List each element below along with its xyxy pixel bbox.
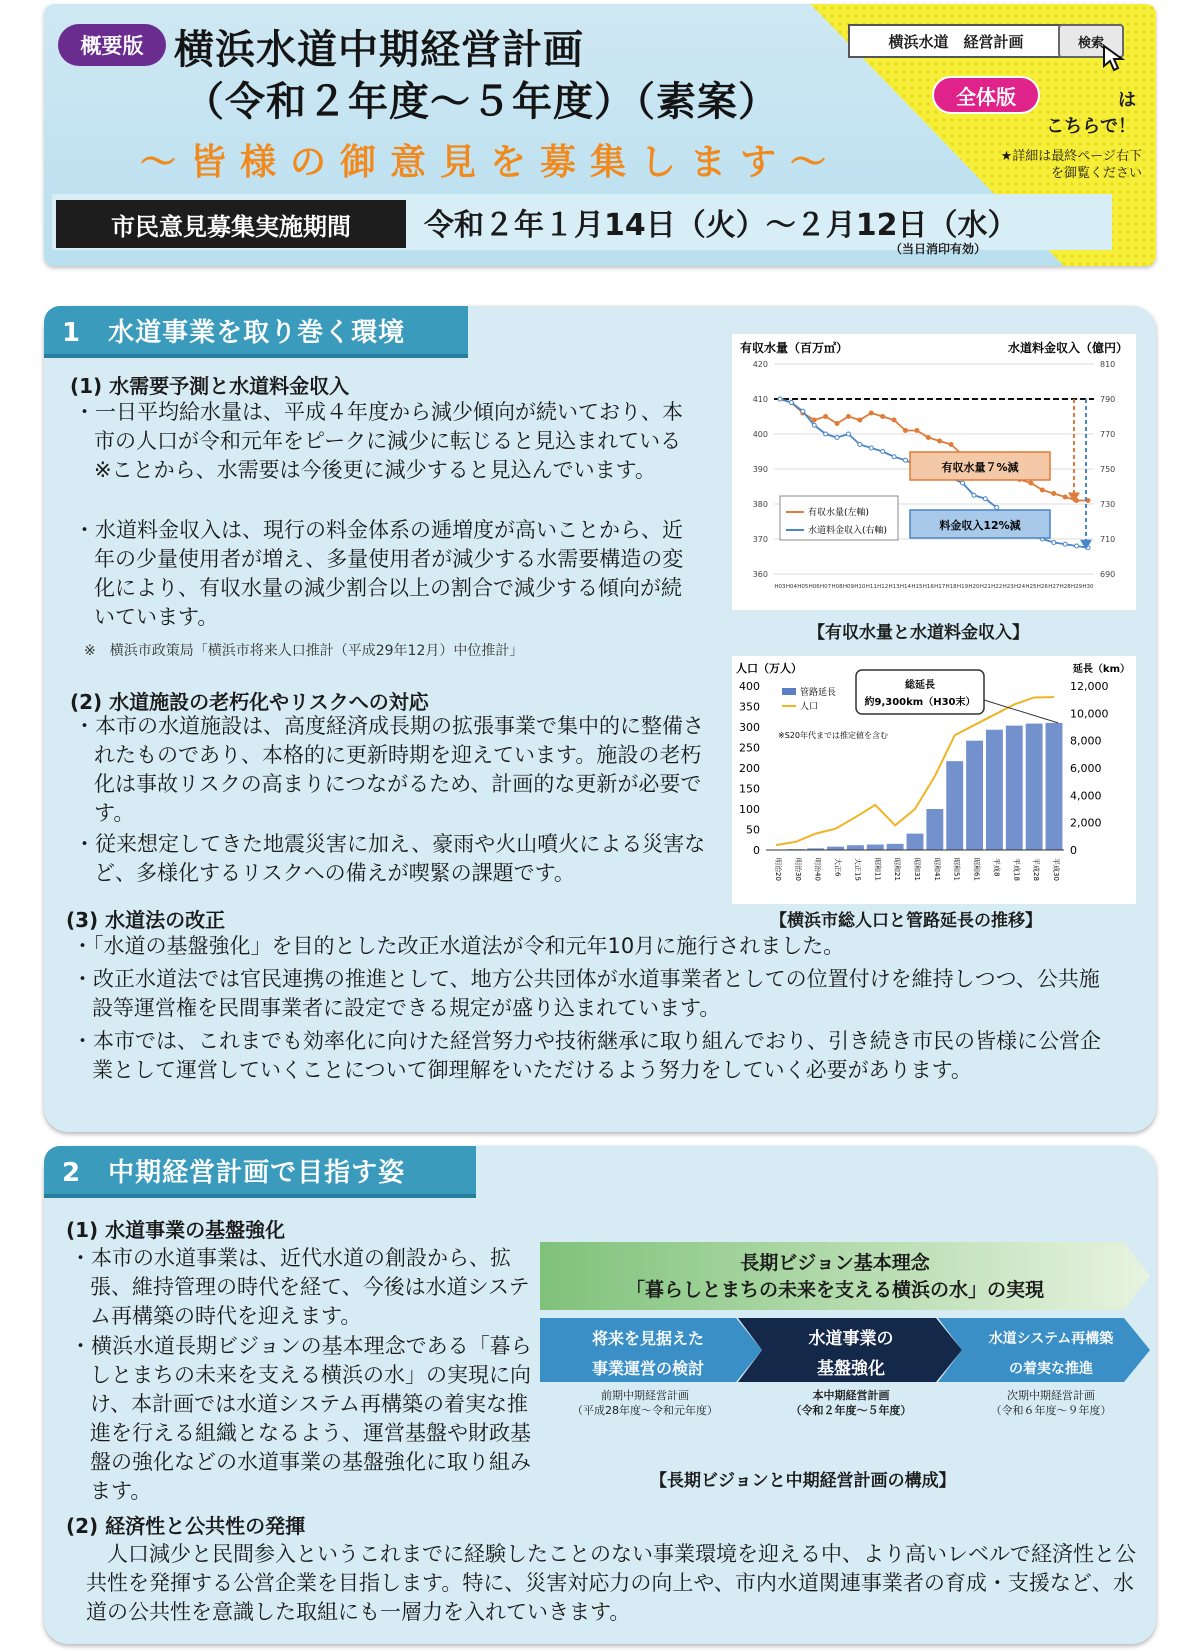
chart2-left-tick: 150 <box>739 782 760 796</box>
vision-step2 <box>756 1324 946 1384</box>
full-version-badge[interactable]: 全体版 <box>932 76 1040 114</box>
section2-heading: 2 中期経営計画で目指す姿 <box>44 1146 476 1198</box>
chart2-x-tick: 昭和61 <box>972 858 981 881</box>
chart1-point <box>881 415 885 419</box>
chart1-x-tick: H16 <box>922 584 934 590</box>
chart1-annotation-2: 料金収入12%減 <box>939 519 1021 532</box>
chart1-x-tick: H07 <box>820 584 832 590</box>
section2-sub1-title: (1) 水道事業の基盤強化 <box>66 1218 286 1242</box>
chart2-bar <box>1006 726 1023 850</box>
chart2-x-tick: 昭和11 <box>873 858 882 881</box>
chart1-x-tick: H17 <box>934 584 946 590</box>
chart1-x-tick: H10 <box>854 584 866 590</box>
chart1-right-tick: 710 <box>1100 535 1116 544</box>
chart1-point <box>1029 481 1033 485</box>
chart1-x-tick: H25 <box>1025 584 1037 590</box>
chart1-x-tick: H27 <box>1048 584 1060 590</box>
chart1-point <box>812 418 816 422</box>
chart1-point <box>1075 544 1079 548</box>
chart2-left-tick: 100 <box>739 803 760 816</box>
chart2-bar <box>827 847 844 850</box>
chart1-x-tick: H29 <box>1071 584 1083 590</box>
section2-sub2-title: (2) 経済性と公共性の発揮 <box>66 1514 306 1538</box>
chart2-x-tick: 平成30 <box>1052 858 1060 881</box>
chart1-right-tick: 770 <box>1100 430 1116 439</box>
chart1-x-tick: H21 <box>979 584 991 590</box>
section2-sub2-paragraph: 人口減少と民間参入というこれまでに経験したことのない事業環境を迎える中、より高いレベルで経済性と公共性を発揮する公営企業を目指します。特に、災害対応力の向上や、市内水道関連事業者の育成・支援など、水道の公共性を意識した取組にも一層力を入れていきます。 <box>86 1542 1136 1624</box>
chart1-x-tick: H19 <box>956 584 969 590</box>
vision-step3 <box>956 1324 1146 1384</box>
chart2-bar <box>946 761 963 850</box>
chart1-point <box>892 418 896 422</box>
chart2-bar <box>887 844 904 850</box>
chart1-right-tick: 730 <box>1100 500 1116 509</box>
chart1-right-tick: 810 <box>1100 360 1116 369</box>
chart1-point <box>903 429 907 433</box>
vision-step1-line1: 将来を見据えた <box>591 1329 704 1348</box>
full-version-link-text[interactable] <box>1026 88 1136 140</box>
chart2-bar <box>926 809 943 850</box>
chart2-callout-title: 総延長 <box>905 680 935 691</box>
chart2-caption: 【横浜市総人口と管路延長の推移】 <box>770 911 1042 931</box>
chart-population-pipes-svg <box>732 656 1136 904</box>
chart1-x-tick: H24 <box>1013 584 1026 590</box>
section1-heading: 1 水道事業を取り巻く環境 <box>44 306 468 358</box>
chart1-x-tick: H22 <box>991 584 1003 590</box>
chart2-x-tick: 昭和21 <box>893 858 902 881</box>
vision-title-line1: 長期ビジョン基本理念 <box>740 1252 930 1274</box>
chart1-point <box>1063 542 1067 546</box>
vision-step1-line2: 事業運営の検討 <box>591 1359 704 1378</box>
chart-population-pipes <box>732 656 1136 904</box>
chart2-legend-label-1: 管路延長 <box>800 688 837 698</box>
chart1-x-tick: H20 <box>968 584 980 590</box>
vision-step2-plan <box>746 1388 956 1418</box>
chart2-callout-pointer <box>984 700 1058 723</box>
chart1-caption: 【有収水量と水道料金収入】 <box>808 623 1029 643</box>
chart1-left-tick: 420 <box>752 360 768 369</box>
chart1-left-tick: 390 <box>752 465 768 474</box>
page-title-years: （令和２年度～５年度）（素案） <box>184 79 779 125</box>
chart2-right-tick: 6,000 <box>1070 762 1102 775</box>
chart1-x-tick: H30 <box>1082 584 1094 590</box>
chart1-point <box>926 436 930 440</box>
chart2-x-tick: 明治30 <box>793 858 802 881</box>
chart1-point <box>858 443 862 447</box>
chart1-point <box>778 397 782 401</box>
chart1-x-tick: H04 <box>785 584 797 590</box>
chart1-point <box>824 432 828 436</box>
chart1-point <box>892 455 896 459</box>
chart1-right-tick: 790 <box>1100 395 1116 404</box>
chart1-point <box>938 439 942 443</box>
chart1-point <box>846 432 850 436</box>
chart1-point <box>801 409 805 413</box>
chart2-left-tick: 200 <box>739 762 760 775</box>
chart2-left-tick: 0 <box>753 844 760 857</box>
period-label: 市民意見募集実施期間 <box>56 200 406 248</box>
chart2-left-tick: 300 <box>739 721 760 734</box>
chart2-x-tick: 大正6 <box>833 858 842 877</box>
period-note: （当日消印有効） <box>890 242 987 256</box>
chart1-point <box>983 497 987 501</box>
chart1-point <box>869 446 873 450</box>
vision-title <box>540 1250 1130 1304</box>
section2-sub1-bullet1: ・本市の水道事業は、近代水道の創設から、拡張、維持管理の時代を経て、今後は水道システム再構築の時代を迎えます。 <box>70 1246 530 1328</box>
chart1-point <box>949 443 953 447</box>
vision-step2-line1: 水道事業の <box>808 1329 894 1349</box>
header-banner <box>44 4 1156 266</box>
chart1-point <box>835 422 839 426</box>
chart1-point <box>812 423 816 427</box>
here-line1: は <box>1118 90 1136 111</box>
chart1-point <box>846 415 850 419</box>
page-title: 横浜水道中期経営計画 <box>174 27 584 73</box>
chart1-x-tick: H03 <box>774 584 786 590</box>
chart1-left-tick: 410 <box>752 395 768 404</box>
section2-sub1-bullet2: ・横浜水道長期ビジョンの基本理念である「暮らしとまちの未来を支える横浜の水」の実現に向け、本計画では水道システム再構築の着実な推進を行える組織となるよう、運営基盤や財政基盤の強化などの水道事業の基盤強化に取り組みます。 <box>70 1334 532 1503</box>
chart2-x-tick: 平成8 <box>992 858 1001 877</box>
chart2-left-tick: 50 <box>746 823 760 837</box>
vision-step2-line2: 基盤強化 <box>817 1359 885 1379</box>
chart2-note: ※S20年代までは推定値を含む <box>778 731 888 740</box>
chart1-x-tick: H15 <box>911 584 923 590</box>
chart1-x-tick: H28 <box>1059 584 1071 590</box>
chart1-x-tick: H23 <box>1002 584 1014 590</box>
section1-sub1-bullet1: ・一日平均給水量は、平成４年度から減少傾向が続いており、本市の人口が令和元年をピークに減少に転じると見込まれている※ことから、水需要は今後更に減少すると見込んでいます。 <box>74 400 683 482</box>
chart2-bar <box>1046 723 1063 850</box>
chart1-point <box>1040 488 1044 492</box>
section1-sub3-bullet3: ・本市では、これまでも効率化に向けた経営努力や技術継承に取り組んでおり、引き続き市民の皆様に公営企業として運営していくことについて御理解をいただけるよう努力をしていく必要があります。 <box>72 1029 1101 1082</box>
vision-step3-line2: の着実な推進 <box>1009 1361 1093 1377</box>
vision-step1-plan <box>540 1388 750 1418</box>
section1-sub1-note: ※ 横浜市政策局「横浜市将来人口推計（平成29年12月）中位推計」 <box>84 643 524 659</box>
vision-step2-plan-name: 本中期経営計画 <box>812 1389 890 1402</box>
chart1-ylabel-left: 有収水量（百万㎥） <box>740 341 849 355</box>
chart1-x-tick: H08 <box>831 584 843 590</box>
chart1-left-tick: 400 <box>752 430 768 439</box>
chart1-point <box>1063 495 1067 499</box>
section1-sub3-bullet2: ・改正水道法では官民連携の推進として、地方公共団体が水道事業者としての位置付けを維持しつつ、公共施設等運営権を民間事業者に設定できる規定が盛り込まれています。 <box>72 967 1100 1020</box>
chart1-right-tick: 690 <box>1100 570 1116 579</box>
chart-water-revenue-svg <box>732 334 1136 610</box>
chart2-x-tick: 大正15 <box>853 858 862 881</box>
pointer-cursor-icon <box>1102 44 1136 74</box>
chart2-x-tick: 昭和41 <box>932 858 941 881</box>
chart2-bar <box>847 845 864 850</box>
chart2-bar <box>867 845 884 850</box>
page-subtitle: ～皆様の御意見を募集します～ <box>140 142 841 183</box>
section1-sub2-bullet2: ・従来想定してきた地震災害に加え、豪雨や火山噴火による災害など、多様化するリスクへの備えが喫緊の課題です。 <box>74 832 706 885</box>
vision-step1 <box>548 1324 748 1384</box>
chart1-x-tick: H12 <box>877 584 889 590</box>
vision-step1-plan-years: （平成28年度～令和元年度） <box>572 1404 718 1417</box>
chart1-x-tick: H18 <box>945 584 957 590</box>
here-line2: こちらで！ <box>1046 116 1136 137</box>
chart2-right-tick: 2,000 <box>1070 816 1102 830</box>
vision-caption: 【長期ビジョンと中期経営計画の構成】 <box>650 1471 956 1491</box>
chart2-bar <box>966 741 983 850</box>
chart1-point <box>961 481 965 485</box>
chart2-left-tick: 350 <box>739 700 760 714</box>
chart1-point <box>869 411 873 415</box>
vision-step1-plan-name: 前期中期経営計画 <box>601 1389 689 1402</box>
chart1-x-tick: H06 <box>808 584 820 590</box>
chart2-x-tick: 明治20 <box>774 858 782 881</box>
chart2-bar <box>1026 724 1043 850</box>
chart2-ylabel-right: 延長（km） <box>1072 664 1130 675</box>
chart1-x-tick: H14 <box>899 584 912 590</box>
vision-step3-plan <box>946 1388 1156 1418</box>
chart1-legend-label: 水道料金収入(右軸) <box>808 526 888 536</box>
chart1-right-tick: 750 <box>1100 465 1116 474</box>
detail-note: ★詳細は最終ページ右下を御覧ください <box>1000 149 1142 181</box>
chart1-left-tick: 380 <box>752 500 768 509</box>
chart1-left-tick: 370 <box>752 535 768 544</box>
chart2-x-tick: 昭和51 <box>952 858 961 881</box>
vision-step3-plan-years: （令和６年度～９年度） <box>990 1404 1112 1417</box>
chart2-legend-swatch-1 <box>782 688 796 695</box>
vision-step2-plan-years: （令和２年度～５年度） <box>790 1404 912 1417</box>
chart1-x-tick: H26 <box>1036 584 1048 590</box>
chart1-point <box>881 450 885 454</box>
period-date: 令和２年１月14日（火）～２月12日（水） <box>424 208 1018 243</box>
section1-sub2-bullet1: ・本市の水道施設は、高度経済成長期の拡張事業で集中的に整備されたものであり、本格的に更新時期を迎えています。施設の老朽化は事故リスクの高まりにつながるため、計画的な更新が必要です。 <box>74 714 704 825</box>
chart2-right-tick: 4,000 <box>1070 789 1102 803</box>
chart-water-revenue <box>732 334 1136 610</box>
chart1-point <box>858 418 862 422</box>
section1-sub1-title: (1) 水需要予測と水道料金収入 <box>70 374 350 398</box>
chart2-left-tick: 250 <box>739 741 760 755</box>
section1-sub1-bullet2: ・水道料金収入は、現行の料金体系の逓増度が高いことから、近年の少量使用者が増え、多量使用者が減少する水需要構造の変化により、有収水量の減少割合以上の割合で減少する傾向が続いています。 <box>74 518 684 629</box>
chart2-callout-value: 約9,300km（H30末） <box>864 697 976 708</box>
chart1-point <box>1052 492 1056 496</box>
chart1-point <box>789 401 793 405</box>
chart1-point <box>903 458 907 462</box>
chart1-point <box>835 436 839 440</box>
search-input[interactable]: 横浜水道 経営計画 <box>848 24 1064 58</box>
chart1-annotation-1: 有収水量７%減 <box>941 461 1019 474</box>
chart1-x-tick: H13 <box>888 584 900 590</box>
vision-step3-line1: 水道システム再構築 <box>988 1331 1114 1347</box>
chart1-legend-label: 有収水量(左軸) <box>808 508 870 518</box>
chart1-x-tick: H11 <box>865 584 877 590</box>
vision-title-line2: 「暮らしとまちの未来を支える横浜の水」の実現 <box>625 1279 1044 1301</box>
chart2-right-tick: 12,000 <box>1070 680 1109 693</box>
chart1-x-tick: H05 <box>797 584 809 590</box>
chart2-right-tick: 10,000 <box>1070 707 1109 721</box>
chart1-point <box>1052 541 1056 545</box>
chart1-point <box>972 493 976 497</box>
summary-badge: 概要版 <box>58 24 166 66</box>
vision-step3-plan-name: 次期中期経営計画 <box>1007 1389 1095 1402</box>
section1-sub3-title: (3) 水道法の改正 <box>66 908 226 932</box>
chart2-legend-label-2: 人口 <box>800 702 819 712</box>
chart1-point <box>824 415 828 419</box>
chart2-right-tick: 0 <box>1070 844 1077 857</box>
chart1-left-tick: 360 <box>752 570 768 579</box>
chart2-x-tick: 平成28 <box>1032 858 1041 881</box>
chart1-point <box>915 429 919 433</box>
chart1-ylabel-right: 水道料金収入（億円） <box>1007 341 1128 355</box>
chart1-x-tick: H09 <box>842 584 855 590</box>
chart2-right-tick: 8,000 <box>1070 734 1102 748</box>
chart1-point <box>995 506 999 510</box>
chart2-left-tick: 400 <box>739 680 760 693</box>
search-button[interactable]: 検索 <box>1058 24 1124 58</box>
chart2-ylabel-left: 人口（万人） <box>736 662 802 675</box>
chart2-x-tick: 明治40 <box>813 858 822 881</box>
section1-sub2-title: (2) 水道施設の老朽化やリスクへの対応 <box>70 690 429 714</box>
chart2-bar <box>986 730 1003 850</box>
chart2-x-tick: 平成18 <box>1012 858 1021 881</box>
chart2-x-tick: 昭和31 <box>913 858 921 881</box>
chart2-bar <box>907 834 924 850</box>
section1-sub3-bullet1: ・「水道の基盤強化」を目的とした改正水道法が令和元年10月に施行されました。 <box>72 934 845 958</box>
